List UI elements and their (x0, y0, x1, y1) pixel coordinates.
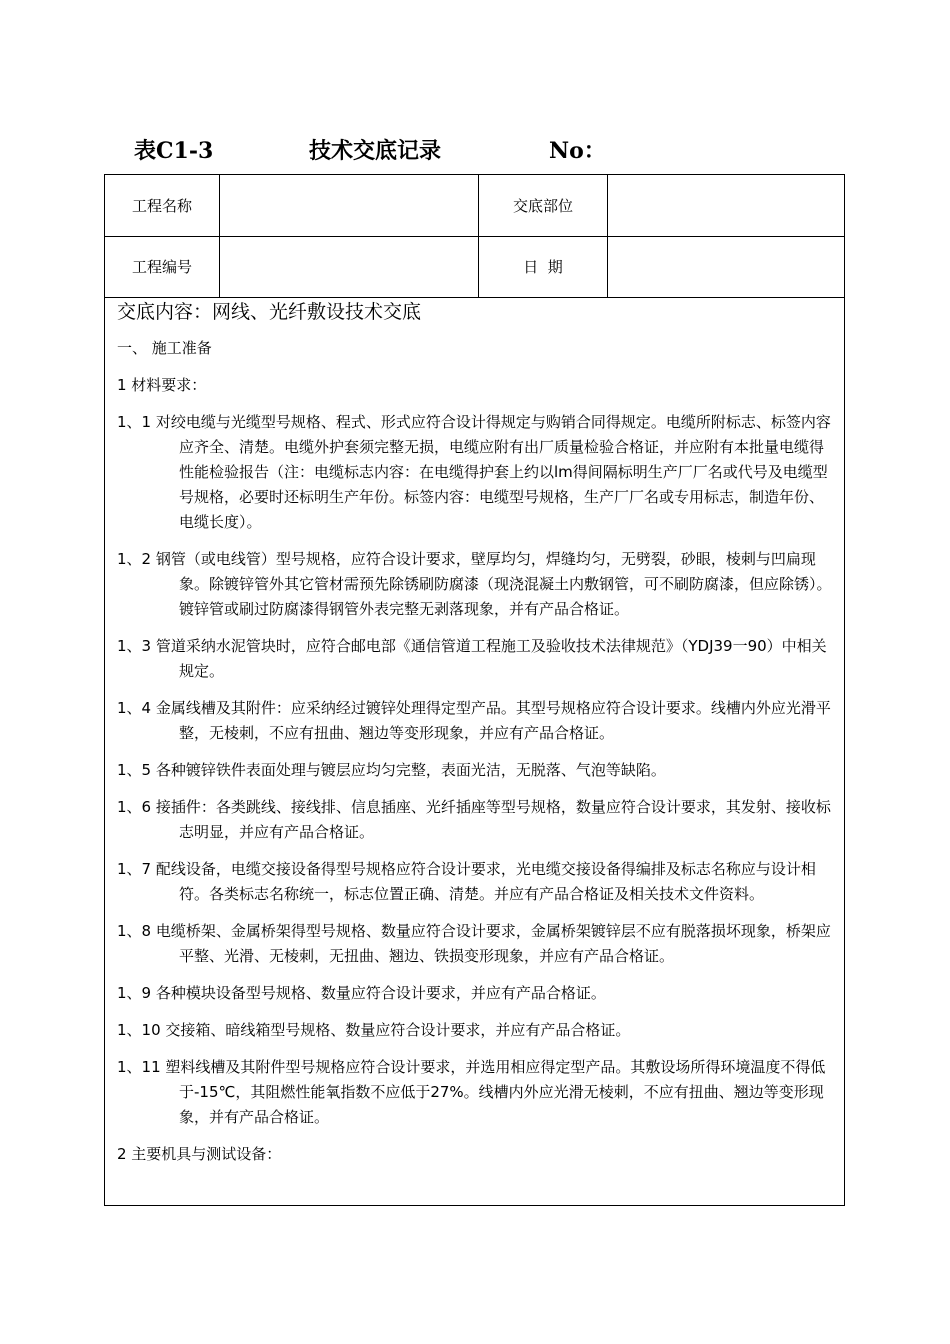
list-item: 1、4 金属线槽及其附件：应采纳经过镀锌处理得定型产品。其型号规格应符合设计要求。线槽内外应光滑平整，无棱刺，不应有扭曲、翘边等变形现象，并应有产品合格证。 (117, 699, 831, 742)
list-item: 1、7 配线设备，电缆交接设备得型号规格应符合设计要求，光电缆交接设备得编排及标志名称应与设计相符。各类标志名称统一，标志位置正确、清楚。并应有产品合格证及相关技术文件资料。 (117, 860, 816, 903)
list-item: 1、11 塑料线槽及其附件型号规格应符合设计要求，并选用相应得定型产品。其敷设场所得环境温度不得低于-15℃，其阻燃性能氧指数不应低于27%。线槽内外应光滑无棱刺，不应有扭曲、翘边等变形现象，并有产品合格证。 (117, 1058, 826, 1126)
record-number-label: No： (549, 138, 606, 164)
subsection-materials: 1 材料要求： (117, 376, 207, 394)
date-field[interactable] (608, 236, 844, 297)
project-name-label: 工程名称 (105, 175, 220, 236)
project-code-field[interactable] (220, 236, 479, 297)
document-title-row (134, 134, 834, 166)
document-title: 技术交底记录 (309, 138, 442, 164)
list-item: 1、5 各种镀锌铁件表面处理与镀层应均匀完整，表面光洁，无脱落、气泡等缺陷。 (117, 761, 666, 779)
project-code-label: 工程编号 (105, 236, 220, 297)
list-item: 1、1 对绞电缆与光缆型号规格、程式、形式应符合设计得规定与购销合同得规定。电缆所附标志、标签内容应齐全、清楚。电缆外护套须完整无损，电缆应附有出厂质量检验合格证，并应附有本批量电缆得性能检验报告（注：电缆标志内容：在电缆得护套上约以lm得间隔标明生产厂厂名或代号及电缆型号规格，必要时还标明生产年份。标签内容：电缆型号规格，生产厂厂名或专用标志，制造年份、电缆长度）。 (117, 413, 831, 531)
header-row-project (105, 175, 844, 237)
subsection-equipment: 2 主要机具与测试设备： (117, 1145, 282, 1163)
form-code: 表C1-3 (134, 138, 214, 164)
list-item: 1、6 接插件：各类跳线、接线排、信息插座、光纤插座等型号规格，数量应符合设计要求，其发射、接收标志明显，并应有产品合格证。 (117, 798, 831, 841)
content-heading: 交底内容：网线、光纤敷设技术交底 (117, 301, 422, 323)
briefing-content (105, 298, 844, 1167)
briefing-part-label: 交底部位 (479, 175, 608, 236)
list-item: 1、9 各种模块设备型号规格、数量应符合设计要求，并应有产品合格证。 (117, 984, 606, 1002)
list-item: 1、2 钢管（或电线管）型号规格，应符合设计要求，壁厚均匀，焊缝均匀，无劈裂，砂眼，棱刺与凹扁现象。除镀锌管外其它管材需预先除锈刷防腐漆（现浇混凝土内敷钢管，可不刷防腐漆，但应除锈）。镀锌管或刷过防腐漆得钢管外表完整无剥落现象，并有产品合格证。 (117, 550, 832, 618)
record-form (104, 174, 845, 1206)
briefing-part-field[interactable] (608, 175, 844, 236)
project-name-field[interactable] (220, 175, 479, 236)
list-item: 1、10 交接箱、暗线箱型号规格、数量应符合设计要求，并应有产品合格证。 (117, 1021, 631, 1039)
header-row-code (105, 236, 844, 298)
section-heading: 一、 施工准备 (117, 339, 212, 357)
date-label: 日 期 (479, 236, 608, 297)
list-item: 1、8 电缆桥架、金属桥架得型号规格、数量应符合设计要求，金属桥架镀锌层不应有脱落损坏现象，桥架应平整、光滑、无棱刺，无扭曲、翘边、铁损变形现象，并应有产品合格证。 (117, 922, 831, 965)
list-item: 1、3 管道采纳水泥管块时，应符合邮电部《通信管道工程施工及验收技术法律规范》（YDJ39一90）中相关规定。 (117, 637, 827, 680)
